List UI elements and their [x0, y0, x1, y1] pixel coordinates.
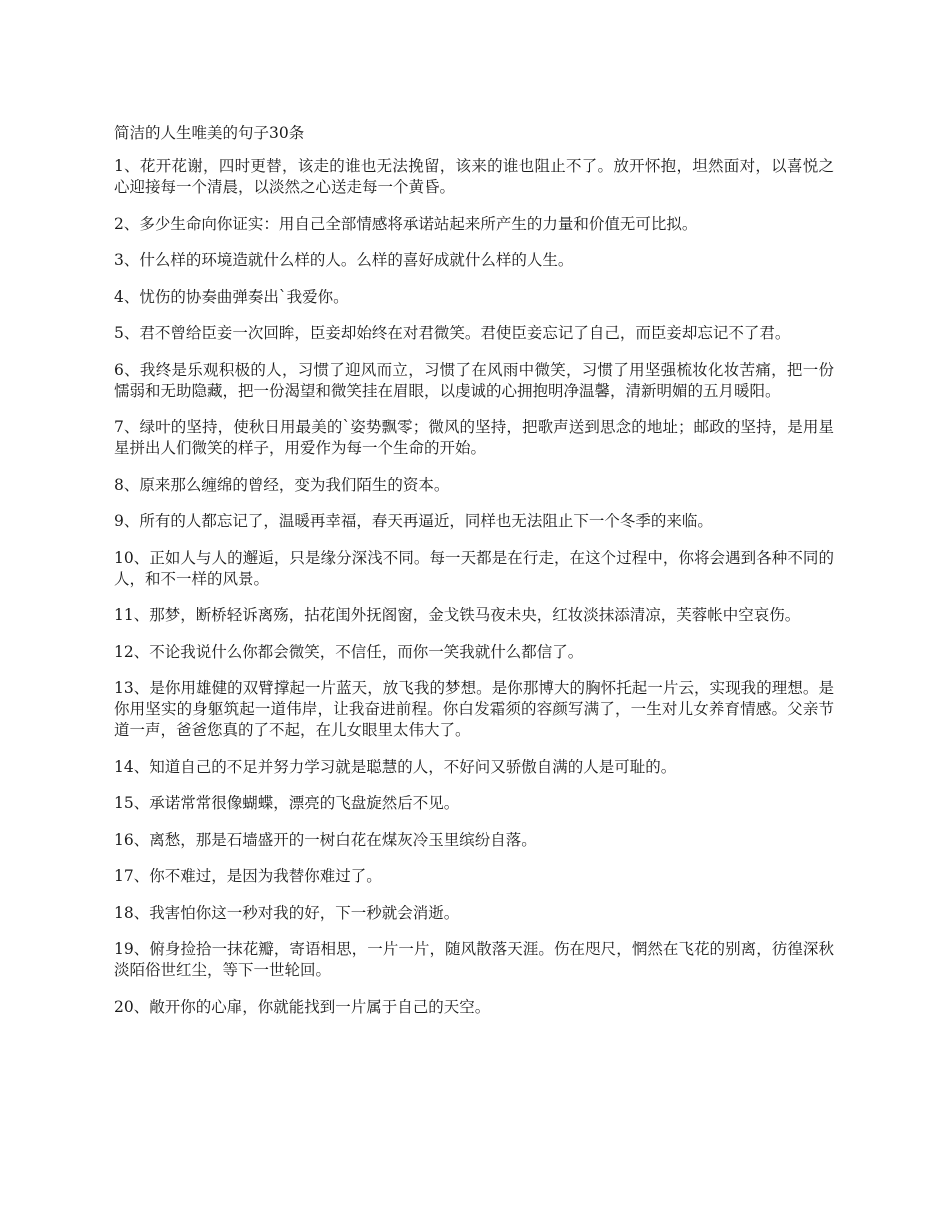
document-body [114, 123, 834, 1033]
sentence-20: 20、敞开你的心扉，你就能找到一片属于自己的天空。 [114, 997, 491, 1016]
sentence-14: 14、知道自己的不足并努力学习就是聪慧的人，不好问又骄傲自满的人是可耻的。 [114, 757, 677, 776]
sentence-13: 13、是你用雄健的双臂撑起一片蓝天，放飞我的梦想。是你那博大的胸怀托起一片云，实现我的理想。是你用坚实的身躯筑起一道伟岸，让我奋进前程。你白发霜须的容颜写满了，一生对儿女养育情感。父亲节道一声，爸爸您真的了不起，在儿女眼里太伟大了。 [114, 679, 834, 739]
sentence-8: 8、原来那么缠绵的曾经，变为我们陌生的资本。 [114, 475, 450, 494]
sentence-17: 17、你不难过，是因为我替你难过了。 [114, 867, 382, 885]
sentence-19: 19、俯身捡拾一抹花瓣，寄语相思，一片一片，随风散落天涯。伤在咫尺，惘然在飞花的别离，彷徨深秋淡陌俗世红尘，等下一世轮回。 [114, 940, 834, 979]
sentence-12: 12、不论我说什么你都会微笑，不信任，而你一笑我就什么都信了。 [114, 642, 584, 661]
sentence-6: 6、我终是乐观积极的人，习惯了迎风而立，习惯了在风雨中微笑，习惯了用坚强梳妆化妆苦痛，把一份懦弱和无助隐藏，把一份渴望和微笑挂在眉眼，以虔诚的心拥抱明净温馨，清新明媚的五月暖阳。 [114, 360, 834, 400]
sentence-15: 15、承诺常常很像蝴蝶，漂亮的飞盘旋然后不见。 [114, 794, 460, 812]
sentence-9: 9、所有的人都忘记了，温暖再幸福，春天再逼近，同样也无法阻止下一个冬季的来临。 [114, 512, 713, 530]
sentence-2: 2、多少生命向你证实：用自己全部情感将承诺站起来所产生的力量和价值无可比拟。 [114, 214, 698, 233]
sentence-4: 4、忧伤的协奏曲弹奏出`我爱你。 [114, 287, 349, 306]
sentence-16: 16、离愁，那是石墙盛开的一树白花在煤灰冷玉里缤纷自落。 [114, 830, 537, 849]
sentence-5: 5、君不曾给臣妾一次回眸，臣妾却始终在对君微笑。君使臣妾忘记了自己，而臣妾却忘记不了君。 [114, 324, 791, 342]
sentence-7: 7、绿叶的坚持，使秋日用最美的`姿势飘零；微风的坚持，把歌声送到思念的地址；邮政的坚持，是用星星拼出人们微笑的样子，用爱作为每一个生命的开始。 [114, 418, 834, 457]
sentence-3: 3、什么样的环境造就什么样的人。么样的喜好成就什么样的人生。 [114, 251, 574, 269]
sentence-11: 11、那梦，断桥轻诉离殇，拈花闺外抚阁窗，金戈铁马夜未央，红妆淡抹添清凉，芙蓉帐中空哀伤。 [114, 606, 801, 624]
sentence-10: 10、正如人与人的邂逅，只是缘分深浅不同。每一天都是在行走，在这个过程中，你将会遇到各种不同的人，和不一样的风景。 [114, 548, 834, 588]
sentence-18: 18、我害怕你这一秒对我的好，下一秒就会消逝。 [114, 903, 460, 922]
sentence-1: 1、花开花谢，四时更替，该走的谁也无法挽留，该来的谁也阻止不了。放开怀抱，坦然面对，以喜悦之心迎接每一个清晨，以淡然之心送走每一个黄昏。 [114, 157, 834, 196]
document-title: 简洁的人生唯美的句子30条 [114, 124, 305, 142]
